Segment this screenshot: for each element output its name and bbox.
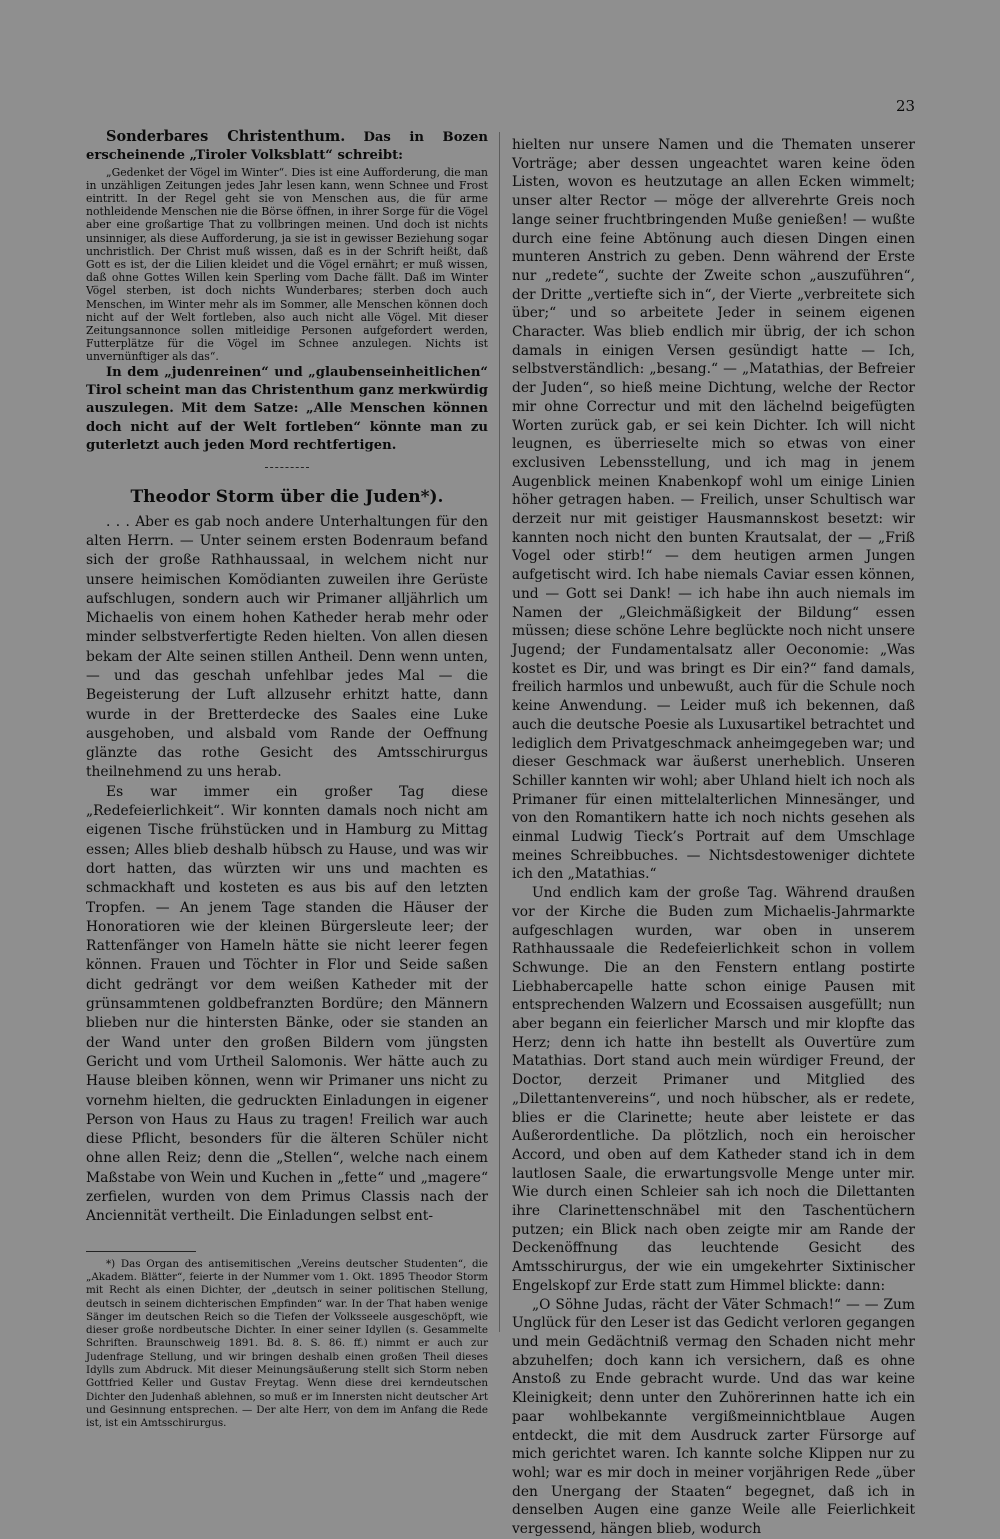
page-number: 23	[896, 97, 916, 115]
footnote-rule	[86, 1251, 196, 1252]
article2-continuation-2: Und endlich kam der große Tag. Während draußen vor der Kirche die Buden zum Michaelis-Jahrmarkte aufgeschlagen wurden, war oben in unserem Rathhaussaale die Redefeierlichkeit schon in vollem Schwunge. Die an den Fenstern entlang postirte Liebhabercapelle hatte schon einige Pausen mit entsprechenden Walzern und Ecossaisen ausgefüllt; nun aber begann ein feierlicher Marsch und mir klopfte das Herz; denn ich hatte ihn bestellt als Ouvertüre zum Matathias. Dort stand auch mein würdiger Freund, der Doctor, derzeit Primaner und Mitglied des „Dilettantenvereins“, und noch hübscher, als er redete, blies er die Clarinette; heute aber leistete er das Außerordentliche. Da plötzlich, noch ein heroischer Accord, und oben auf dem Katheder stand ich in dem lautlosen Saale, die erwartungsvolle Menge unter mir. Wie durch einen Schleier sah ich noch die Dilettanten ihre Clarinettenschnäbel mit den Taschentüchern putzen; ein Blick nach oben zeigte mir am Rande der Deckenöffnung das leuchtende Gesicht des Amtsschirurgus, der wie ein umgekehrter Sixtinischer Engelskopf zur Erde statt zum Himmel blickte: dann:	[512, 885, 915, 1294]
article2-paragraph-1: . . . Aber es gab noch andere Unterhaltungen für den alten Herrn. — Unter seinem ersten Bodenraum befand sich der große Rathhaussaal, in welchem nicht nur unsere heimischen Komödianten zuweilen ihre Gerüste aufschlugen, sondern auch wir Primaner alljährlich um Michaelis von einem hohen Katheder herab mehr oder minder selbstverfertigte Reden hielten. Von allen diesen bekam der Alte seinen stillen Antheil. Denn wenn unten, — und das geschah unfehlbar jedes Mal — die Begeisterung der Luft allzusehr erhitzt hatte, dann wurde in der Bretterdecke des Saales eine Luke ausgehoben, und alsbald vom Rande der Oeffnung glänzte das rothe Gesicht des Amtsschirurgus theilnehmend zu uns herab.	[86, 513, 488, 781]
footnote: *) Das Organ des antisemitischen „Vereins deutscher Studenten“, die „Akadem. Blätter“, feierte in der Nummer vom 1. Okt. 1895 Theodor Storm mit Recht als einen Dichter, der „deutsch in seiner politischen Stellung, deutsch in seinem dichterischen Empfinden“ war. In der That haben wenige Sänger im deutschen Reich so die Tiefen der Volksseele ausgeschöpft, wie dieser große nordbeutsche Dichter. In einer seiner Idyllen (s. Gesammelte Schriften. Braunschweig 1891. Bd. 8. S. 86. ff.) nimmt er auch zur Judenfrage Stellung, und wir bringen deshalb einen großen Theil dieses Idylls zum Abdruck. Mit dieser Meinungsäußerung stellt sich Storm neben Gottfried Keller und Gustav Freytag. Wenn diese drei kerndeutschen Dichter den Judenhaß ablehnen, so muß er im Innersten nicht deutscher Art und Gesinnung entsprechen. — Der alte Herr, von dem im Anfang die Rede ist, ist ein Amtsschirurgus.	[86, 1257, 488, 1430]
column-divider	[499, 132, 500, 1332]
article1-lead: Das in Bozen erscheinende „Tiroler Volksblatt“ schreibt:	[86, 130, 488, 164]
article1-title: Sonderbares Christenthum.	[106, 128, 346, 145]
article2-title: Theodor Storm über die Juden*).	[130, 487, 444, 508]
article1-comment: In dem „judenreinen“ und „glaubenseinheitlichen“ Tirol scheint man das Christenthum ganz merkwürdig auszulegen. Mit dem Satze: „Alle Menschen können doch nicht auf der Welt fortleben“ könnte man zu guterletzt auch jeden Mord rechtfertigen.	[86, 364, 488, 453]
right-column	[512, 136, 915, 1539]
left-column	[86, 128, 488, 1430]
article2-continuation-3: „O Söhne Judas, rächt der Väter Schmach!“ — — Zum Unglück für den Leser ist das Gedicht verloren gegangen und mein Gedächtniß vermag den Schaden nicht mehr abzuhelfen; doch kann ich versichern, daß es ohne Anstoß zu Ende gebracht wurde. Und das war keine Kleinigkeit; denn unter den Zuhörerinnen hatte ich ein paar wohlbekannte vergißmeinnichtblaue Augen entdeckt, die mit dem Ausdruck zarter Fürsorge auf mich gerichtet waren. Ich kannte solche Klippen nur zu wohl; war es mir doch in meiner vorjährigen Rede „über den Unergang der Staaten“ begegnet, daß ich in denselben Augen eine ganze Weile alle Feierlichkeit vergessend, hängen blieb, wodurch	[512, 1296, 915, 1538]
article2-continuation-1: hielten nur unsere Namen und die Thematen unserer Vorträge; aber dessen ungeachtet waren keine öden Listen, wovon es heutzutage an allen Ecken wimmelt; unser alter Rector — möge der allverehrte Greis noch lange seiner fruchtbringenden Muße genießen! — wußte durch eine feine Abtönung auch diesen Dingen einen munteren Anstrich zu geben. Denn während der Erste nur „redete“, suchte der Zweite schon „auszuführen“, der Dritte „vertiefte sich in“, der Vierte „verbreitete sich über;“ und so arbeitete Jeder in seinem eigenen Character. Was blieb endlich mir übrig, der ich schon damals in einigen Versen gesündigt hatte — Ich, selbstverständlich: „besang.“ — „Matathias, der Befreier der Juden“, so hieß meine Dichtung, welche der Rector mir ohne Correctur und mit den lächelnd beigefügten Worten zurück gab, er sei kein Dichter. Ich will nicht leugnen, es überrieselte mich so etwas von einer exclusiven Lebensstellung, und ich mag in jenem Augenblick meinen Knabenkopf wohl um einige Linien höher getragen haben. — Freilich, unser Schultisch war derzeit nur mit geistiger Hausmannskost besetzt: wir kannten noch nicht den bunten Krautsalat, der — „Friß Vogel oder stirb!“ — dem heutigen armen Jungen aufgetischt wird. Ich habe niemals Caviar essen können, und — Gott sei Dank! — ich habe ihn auch niemals im Namen der „Gleichmäßigkeit der Bildung“ essen müssen; diese schöne Lehre beglückte noch nicht unsere Jugend; der Fundamentalsatz aller Oeconomie: „Was kostet es Dir, und was bringt es Dir ein?“ fand damals, freilich harmlos und unbewußt, auch für die Schule noch keine Anwendung. — Leider muß ich bekennen, daß auch die deutsche Poesie als Luxusartikel betrachtet und lediglich dem Privatgeschmack anheimgegeben war; und dieser Geschmack war äußerst unerheblich. Unseren Schiller kannten wir wohl; aber Uhland hielt ich noch als Primaner für einen mittelalterlichen Minnesänger, und von den Romantikern hatte ich noch nichts gesehen als einmal Ludwig Tieck’s Portrait auf dem Umschlage meines Schreibbuches. — Nichtsdestoweniger dichtete ich den „Matathias.“	[512, 137, 915, 883]
article-separator	[265, 467, 309, 468]
article1-lead-paragraph	[86, 128, 488, 166]
article2-paragraph-2: Es war immer ein großer Tag diese „Redefeierlichkeit“. Wir konnten damals noch nicht am eigenen Tische frühstücken und in Hamburg zu Mittag essen; Alles blieb deshalb hübsch zu Hause, und was wir dort hatten, das würzten wir uns und machten es schmackhaft und kosteten es aus bis auf den letzten Tropfen. — An jenem Tage standen die Häuser der Honoratioren wie der kleinen Bürgersleute leer; der Rattenfänger von Hameln hätte sie nicht leerer fegen können. Frauen und Töchter in Flor und Seide saßen dicht gedrängt vor dem weißen Katheder mit der grünsammtenen goldbefranzten Bordüre; den Männern blieben nur die hintersten Bänke, oder sie standen an der Wand unter den großen Bildern vom jüngsten Gericht und vom Urtheil Salomonis. Wer hätte auch zu Hause bleiben können, wenn wir Primaner uns nicht zu vornehm hielten, die gedruckten Einladungen in eigener Person von Haus zu Haus zu tragen! Freilich war auch diese Pflicht, besonders für die älteren Schüler nicht ohne allen Reiz; denn die „Stellen“, welche nach einem Maßstabe von Wein und Kuchen in „fette“ und „magere“ zerfielen, wurden von dem Primus Classis nach der Anciennität vertheilt. Die Einladungen selbst ent-	[86, 783, 488, 1225]
article1-quote: „Gedenket der Vögel im Winter“. Dies ist eine Aufforderung, die man in unzähligen Zeitungen jedes Jahr lesen kann, wenn Schnee und Frost eintritt. In der Regel geht sie von Menschen aus, die für arme nothleidende Menschen nie die Börse öffnen, in ihrer Sorge für die Vögel aber eine großartige That zu vollbringen meinen. Und doch ist nichts unsinniger, als diese Aufforderung, ja sie ist in gewisser Beziehung sogar unchristlich. Der Christ muß wissen, daß es in der Schrift heißt, daß Gott es ist, der die Lilien kleidet und die Vögel ernährt; er muß wissen, daß ohne Gottes Willen kein Sperling vom Dache fällt. Daß im Winter Vögel sterben, ist doch nichts Wunderbares; sterben doch auch Menschen, im Winter mehr als im Sommer, alle Menschen können doch nicht auf der Welt fortleben, also auch nicht alle Vögel. Mit dieser Zeitungsannonce sollen mitleidige Personen aufgefordert werden, Futterplätze für die Vögel im Schnee anzulegen. Nichts ist unvernünftiger als das“.	[86, 165, 488, 364]
